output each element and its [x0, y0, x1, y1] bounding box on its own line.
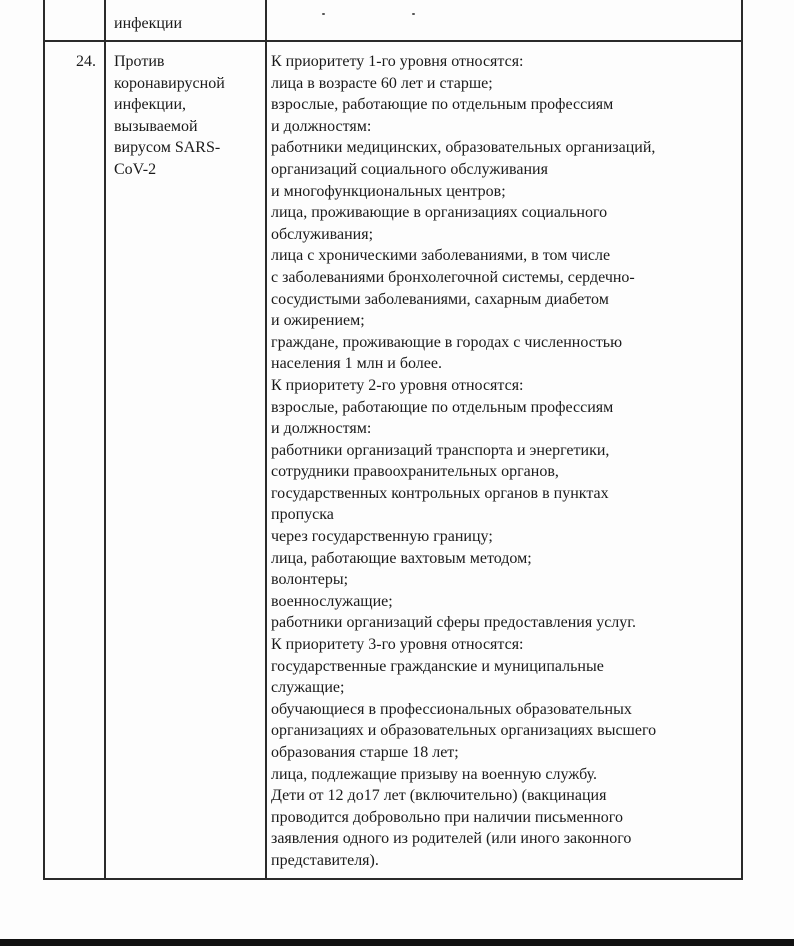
- priority-line: проводится добровольно при наличии письменного: [271, 808, 623, 826]
- priority-line: и ожирением;: [271, 312, 365, 330]
- row-number: 24.: [76, 53, 96, 70]
- priority-line: лица с хроническими заболеваниями, в том числе: [271, 247, 611, 265]
- scan-artifact: [412, 13, 415, 15]
- priority-line: и многофункциональных центров;: [271, 182, 506, 200]
- disease-line: Против: [114, 53, 165, 70]
- priority-line: представителя).: [271, 851, 379, 869]
- scan-artifact: [322, 13, 325, 15]
- priority-line: заявления одного из родителей (или иного законного: [271, 830, 632, 848]
- priority-line: лица в возрасте 60 лет и старше;: [271, 74, 493, 92]
- priority-line: организациях и образовательных организациях высшего: [271, 722, 657, 740]
- scan-bottom-edge: [0, 939, 794, 946]
- priority-line: работники организаций транспорта и энергетики,: [271, 441, 610, 459]
- disease-line: вызываемой: [114, 117, 198, 135]
- priority-cell: [271, 51, 656, 872]
- disease-line: CoV-2: [114, 160, 157, 178]
- table-border-left: [43, 0, 45, 880]
- priority-line: сосудистыми заболеваниями, сахарным диабетом: [271, 290, 609, 308]
- disease-line: инфекции,: [114, 96, 187, 114]
- priority-line: К приоритету 3-го уровня относятся:: [271, 636, 524, 654]
- priority-line: государственные гражданские и муниципальные: [271, 657, 604, 675]
- priority-line: сотрудники правоохранительных органов,: [271, 463, 559, 481]
- priority-line: К приоритету 1-го уровня относятся:: [271, 53, 524, 70]
- priority-line: образования старше 18 лет;: [271, 744, 459, 761]
- priority-line: К приоритету 2-го уровня относятся:: [271, 376, 524, 394]
- priority-line: государственных контрольных органов в пунктах: [271, 484, 609, 502]
- table-border-col2: [265, 0, 267, 880]
- priority-line: организаций социального обслуживания: [271, 160, 548, 178]
- prev-row-disease-tail: инфекции: [114, 15, 183, 32]
- priority-line: лица, работающие вахтовым методом;: [271, 549, 532, 567]
- priority-line: взрослые, работающие по отдельным профессиям: [271, 398, 614, 416]
- disease-line: вирусом SARS-: [114, 139, 221, 157]
- priority-line: обучающиеся в профессиональных образовательных: [271, 700, 632, 718]
- priority-line: работники организаций сферы предоставления услуг.: [271, 614, 637, 632]
- priority-line: лица, подлежащие призыву на военную службу.: [271, 765, 598, 783]
- priority-line: населения 1 млн и более.: [271, 355, 442, 373]
- priority-line: через государственную границу;: [271, 528, 493, 546]
- table-row-divider: [43, 40, 743, 42]
- priority-line: Дети от 12 до17 лет (включительно) (вакцинация: [271, 787, 607, 805]
- disease-cell: [114, 51, 225, 181]
- priority-line: обслуживания;: [271, 225, 374, 243]
- priority-line: лица, проживающие в организациях социального: [271, 204, 608, 222]
- priority-line: военнослужащие;: [271, 592, 393, 610]
- priority-line: граждане, проживающие в городах с численностью: [271, 333, 623, 351]
- priority-line: взрослые, работающие по отдельным профессиям: [271, 96, 614, 114]
- priority-line: волонтеры;: [271, 571, 349, 589]
- priority-line: служащие;: [271, 679, 345, 697]
- priority-line: и должностям:: [271, 117, 372, 135]
- priority-line: с заболеваниями бронхолегочной системы, сердечно-: [271, 268, 635, 286]
- table-border-col1: [104, 0, 106, 880]
- disease-line: коронавирусной: [114, 74, 225, 92]
- priority-line: работники медицинских, образовательных организаций,: [271, 139, 656, 157]
- table-border-right: [741, 0, 743, 880]
- priority-line: пропуска: [271, 506, 334, 524]
- priority-line: и должностям:: [271, 420, 372, 438]
- table-border-bottom: [43, 878, 743, 880]
